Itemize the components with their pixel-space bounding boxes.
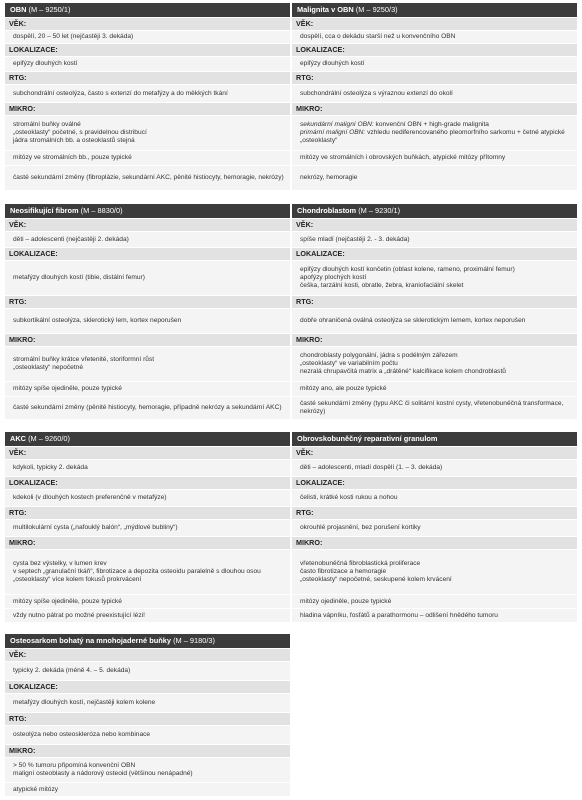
column-obn (5, 3, 290, 190)
label-vek: VĚK: (292, 18, 577, 30)
value-text: epifýzy dlouhých kostí (300, 60, 365, 67)
section-title: OBN (10, 5, 27, 14)
label-lokalizace: LOKALIZACE: (292, 248, 577, 260)
value-text: mitózy spíše ojediněle, pouze typické (13, 385, 122, 392)
block-nof-chondroblastom (5, 204, 577, 419)
value-text: časté sekundární změny (pěnité histiocyty, hemoragie, případně nekrózy a sekundární AKC) (13, 404, 282, 411)
section-header-obn (5, 3, 290, 17)
label-lokalizace: LOKALIZACE: (292, 477, 577, 489)
label-mikro: MIKRO: (5, 745, 290, 757)
section-code: (M – 9180/3) (173, 636, 215, 645)
value-line: stromální buňky oválné (13, 121, 81, 128)
value-text: subkortikální osteolýza, sklerotický lem, kortex neporušen (13, 317, 182, 324)
label-vek: VĚK: (292, 447, 577, 459)
value-line (300, 129, 573, 145)
value-text: osteolýza nebo osteoskleróza nebo kombinace (13, 731, 151, 738)
value-line: epifýzy dlouhých kostí končetin (oblast kolene, rameno, proximální femur) (300, 266, 515, 273)
value-rtg (292, 85, 577, 102)
value-line: stromální buňky krátce vřetenité, storiformní růst (13, 356, 155, 363)
value-text: mitózy ve stromálních bb., pouze typické (13, 154, 132, 161)
value-mitozy (5, 382, 290, 396)
value-lokalizace (292, 490, 577, 506)
value-text: metafýzy dlouhých kostí (tibie, distální femur) (13, 274, 145, 281)
value-mikro (5, 758, 290, 782)
value-lokalizace (5, 57, 290, 71)
value-mitozy (292, 151, 577, 165)
column-osteosarkom (5, 634, 290, 796)
value-text: typicky 2. dekáda (méně 4. – 5. dekáda) (13, 667, 131, 674)
value-vek (292, 232, 577, 247)
value-line (300, 121, 573, 129)
value-vek (5, 460, 290, 476)
value-mikro (292, 347, 577, 381)
block-akc-granulom (5, 432, 577, 622)
label-rtg: RTG: (292, 296, 577, 308)
value-rtg (5, 726, 290, 744)
section-title: Chondroblastom (297, 206, 357, 215)
section-header-malignita (292, 3, 577, 17)
label-mikro: MIKRO: (292, 334, 577, 346)
value-lokalizace (5, 490, 290, 506)
value-text: mitózy spíše ojediněle, pouze typické (13, 597, 122, 605)
value-mikro (5, 347, 290, 381)
section-code: (M – 9230/1) (358, 206, 401, 215)
value-rtg (292, 309, 577, 333)
value-text: vždy nutno pátrat po možné preexistující lézi! (13, 611, 145, 619)
section-header-granulom (292, 432, 577, 446)
value-mikro (292, 116, 577, 150)
value-line: vřetenobuněčná fibroblastická proliferace (300, 560, 421, 567)
value-mikro (5, 116, 290, 150)
value-text: metafýzy dlouhých kostí, nejčastěji kolem kolene (13, 699, 156, 706)
block-osteosarkom (5, 634, 577, 796)
value-line: „osteoklasty“ více kolem fokusů prokrvácení (13, 576, 142, 583)
value-rtg (5, 520, 290, 536)
section-title: Malignita v OBN (297, 5, 354, 14)
value-line: nezralá chrupavčitá matrix a „drátěné“ kalcifikace kolem chondroblastů (300, 368, 506, 375)
label-lokalizace: LOKALIZACE: (5, 681, 290, 693)
value-rtg (292, 520, 577, 536)
section-header-nof (5, 204, 290, 218)
value-text: subchondrální osteolýza, často s extenzí do metafýzy a do měkkých tkání (13, 89, 228, 97)
value-mitozy (292, 595, 577, 608)
column-akc (5, 432, 290, 622)
label-vek: VĚK: (5, 219, 290, 231)
column-chondroblastom (292, 204, 577, 419)
value-vek (5, 31, 290, 43)
label-rtg: RTG: (5, 507, 290, 519)
value-sekundarni-zmeny (292, 397, 577, 419)
label-rtg: RTG: (292, 507, 577, 519)
block-obn-malignita (5, 3, 577, 190)
section-title: Osteosarkom bohatý na mnohojaderné buňky (10, 636, 171, 645)
value-mikro (5, 550, 290, 594)
value-text: nekrózy, hemoragie (300, 174, 358, 181)
label-mikro: MIKRO: (5, 103, 290, 115)
value-text: mitózy ano, ale pouze typické (300, 385, 387, 392)
value-line: „osteoklasty“ nepočetné (13, 364, 84, 371)
section-header-akc (5, 432, 290, 446)
section-code: (M – 9260/0) (28, 434, 70, 443)
label-rtg: RTG: (5, 72, 290, 84)
value-mikro (292, 550, 577, 594)
value-emphasis: sekundární maligní OBN: (300, 121, 374, 128)
section-code: (M – 8830/0) (80, 206, 123, 215)
value-vek (5, 662, 290, 680)
label-lokalizace: LOKALIZACE: (5, 44, 290, 56)
value-lokalizace (5, 261, 290, 295)
value-line: apofýzy plochých kostí (300, 274, 367, 281)
label-mikro: MIKRO: (292, 103, 577, 115)
value-lokalizace (292, 57, 577, 71)
value-sekundarni-zmeny (292, 166, 577, 190)
value-line: chondroblasty polygonální, jádra s podélným zářezem (300, 352, 458, 359)
value-text: mitózy ve stromálních i obrovských buňkách, atypické mitózy přítomny (300, 154, 506, 161)
value-line: jádra stromálních bb. a osteoklastů stejná (13, 137, 135, 144)
value-text: časté sekundární změny (typu AKC či solitární kostní cysty, vřetenobuněčná transformace, nekrózy) (300, 400, 564, 415)
value-line: maligní osteoblasty a nádorový osteoid (většinou nenápadné) (13, 770, 193, 777)
value-sekundarni-zmeny (5, 397, 290, 419)
value-lokalizace (5, 694, 290, 712)
section-title: Obrovskobuněčný reparativní granulom (297, 434, 438, 443)
value-rtg (5, 85, 290, 102)
section-header-chondroblastom (292, 204, 577, 218)
column-empty (292, 634, 577, 796)
value-mitozy (292, 382, 577, 396)
label-lokalizace: LOKALIZACE: (5, 477, 290, 489)
value-vek (292, 460, 577, 476)
value-text: okrouhlé projasnění, bez porušení kortiky (300, 524, 421, 531)
value-text: dospělí, cca o dekádu starší než u konvenčního OBN (300, 33, 456, 40)
value-line: češka, tarzální kosti, obratle, žebra, kraniofaciální skelet (300, 282, 464, 289)
label-mikro: MIKRO: (5, 537, 290, 549)
value-poznamka (5, 609, 290, 622)
value-text: kdekoli (v dlouhých kostech preferenčně v metafýze) (13, 494, 167, 501)
value-emphasis: primární maligní OBN: (300, 129, 366, 136)
value-line: > 50 % tumoru připomíná konvenční OBN (13, 762, 136, 769)
column-nof (5, 204, 290, 419)
label-rtg: RTG: (5, 713, 290, 725)
value-sekundarni-zmeny (5, 166, 290, 190)
section-title: AKC (10, 434, 27, 443)
value-text: čelisti, krátké kosti rukou a nohou (300, 494, 398, 501)
value-text: konvenční OBN + high-grade malignita (375, 121, 489, 128)
label-lokalizace: LOKALIZACE: (5, 248, 290, 260)
value-line: „osteoklasty“ nepočetné, seskupené kolem krvácení (300, 576, 452, 583)
value-text: časté sekundární změny (fibroplázie, sekundární AKC, pěnité histiocyty, hemoragie, nekrózy) (13, 174, 284, 181)
value-text: hladina vápníku, fosfátů a parathormonu – odlišení hnědého tumoru (300, 611, 498, 619)
value-line: „osteoklasty“ ve variabilním počtu (300, 360, 398, 367)
value-text: atypické mitózy (13, 785, 59, 793)
label-lokalizace: LOKALIZACE: (292, 44, 577, 56)
section-code: (M – 9250/3) (355, 5, 398, 14)
value-text: děti – adolescenti (nejčastěji 2. dekáda) (13, 235, 129, 243)
value-text: spíše mladí (nejčastěji 2. - 3. dekáda) (300, 235, 410, 243)
value-line: „osteoklasty“ početné, s pravidelnou distribucí (13, 129, 147, 136)
value-text: vzhledu nediferencovaného pleomorfního sarkomu + četné atypické „osteoklasty“ (300, 129, 565, 144)
label-vek: VĚK: (292, 219, 577, 231)
value-mitozy (5, 783, 290, 796)
value-text: děti – adolescenti, mladí dospělí (1. – 3. dekáda) (300, 464, 443, 471)
value-text: subchondrální osteolýza s výraznou extenzí do okolí (300, 89, 453, 97)
value-text: dospělí, 20 – 50 let (nejčastěji 3. dekáda) (13, 33, 134, 40)
value-rtg (5, 309, 290, 333)
label-vek: VĚK: (5, 649, 290, 661)
value-vek (292, 31, 577, 43)
label-vek: VĚK: (5, 447, 290, 459)
label-rtg: RTG: (292, 72, 577, 84)
value-mitozy (5, 595, 290, 608)
value-text: multilokulární cysta („nafouklý balón“, „mýdlové bubliny“) (13, 524, 178, 531)
label-mikro: MIKRO: (292, 537, 577, 549)
value-line: často fibrotizace a hemoragie (300, 568, 387, 575)
value-mitozy (5, 151, 290, 165)
label-mikro: MIKRO: (5, 334, 290, 346)
column-malignita (292, 3, 577, 190)
value-text: kdykoli, typicky 2. dekáda (13, 464, 88, 471)
value-line: cysta bez výstelky, v lumen krev (13, 560, 107, 567)
column-granulom (292, 432, 577, 622)
section-title: Neosifikující fibrom (10, 206, 79, 215)
section-header-osteosarkom (5, 634, 290, 648)
section-code: (M – 9250/1) (28, 5, 71, 14)
value-text: mitózy ojediněle, pouze typické (300, 597, 392, 605)
value-poznamka (292, 609, 577, 622)
value-lokalizace (292, 261, 577, 295)
value-line: v septech „granulační tkáň“, fibrotizace a depozita osteoidu paralelně s dlouhou osou (13, 568, 261, 575)
value-vek (5, 232, 290, 247)
label-vek: VĚK: (5, 18, 290, 30)
value-text: dobře ohraničená oválná osteolýza se sklerotickým lemem, kortex neporušen (300, 317, 526, 324)
value-text: epifýzy dlouhých kostí (13, 60, 78, 67)
label-rtg: RTG: (5, 296, 290, 308)
